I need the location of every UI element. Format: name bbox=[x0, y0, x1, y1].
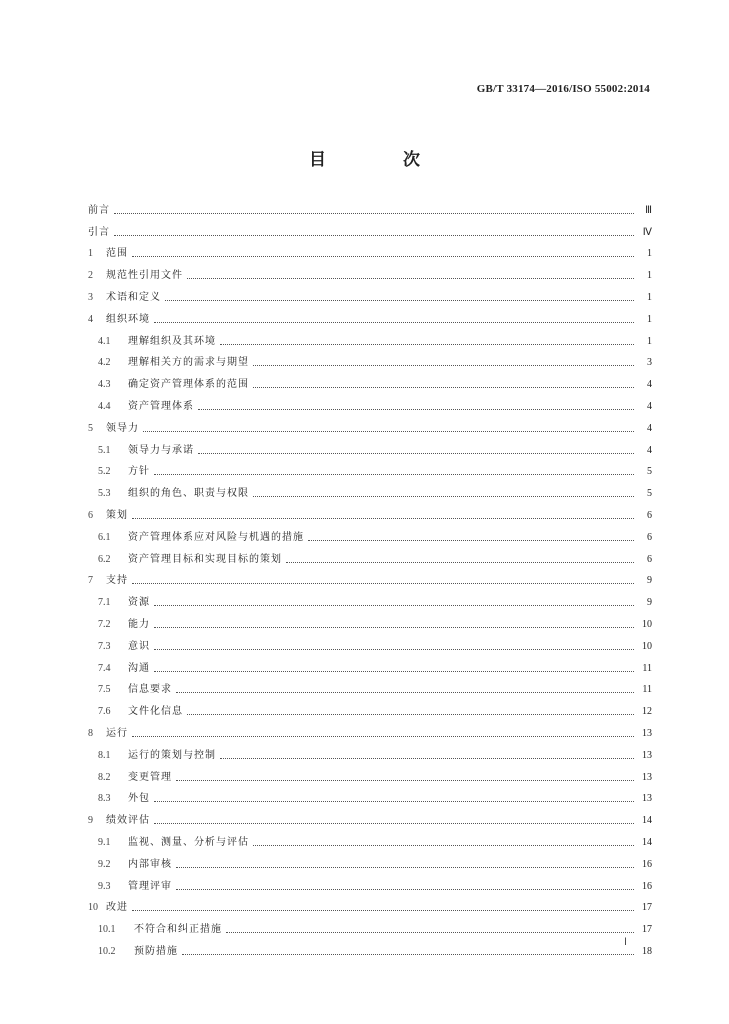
toc-entry-label: 变更管理 bbox=[128, 771, 172, 783]
dot-leader bbox=[253, 495, 634, 497]
toc-entry-page: 6 bbox=[647, 531, 652, 543]
toc-entry[interactable] bbox=[88, 309, 652, 331]
toc-entry-page: 14 bbox=[642, 837, 652, 848]
page-number: Ⅰ bbox=[624, 937, 627, 948]
toc-entry-page: 14 bbox=[642, 815, 652, 827]
toc-entry-number: 6.2 bbox=[98, 553, 111, 565]
toc-entry-page: 4 bbox=[647, 401, 652, 413]
toc-entry[interactable] bbox=[88, 614, 652, 636]
toc-entry-number: 3 bbox=[88, 292, 93, 304]
toc-entry[interactable] bbox=[88, 462, 652, 484]
toc-entry[interactable] bbox=[88, 440, 652, 462]
toc-entry[interactable] bbox=[88, 418, 652, 440]
toc-entry-page: 5 bbox=[647, 488, 652, 500]
toc-entry-page: Ⅲ bbox=[645, 204, 652, 216]
dot-leader bbox=[198, 452, 634, 454]
dot-leader bbox=[165, 299, 634, 301]
toc-entry-label: 前言 bbox=[88, 204, 110, 216]
dot-leader bbox=[154, 800, 634, 802]
dot-leader bbox=[154, 670, 634, 672]
toc-entry-label: 内部审核 bbox=[128, 858, 172, 870]
dot-leader bbox=[198, 408, 634, 410]
toc-entry[interactable] bbox=[88, 876, 652, 898]
dot-leader bbox=[154, 822, 634, 824]
toc-entry-page: 18 bbox=[642, 945, 652, 957]
toc-entry[interactable] bbox=[88, 222, 652, 244]
toc-entry-page: 11 bbox=[642, 662, 652, 674]
toc-entry-number: 2 bbox=[88, 270, 93, 282]
toc-entry-number: 9.2 bbox=[98, 858, 111, 870]
toc-entry[interactable] bbox=[88, 767, 652, 789]
dot-leader bbox=[220, 757, 634, 759]
toc-entry-page: 12 bbox=[642, 706, 652, 718]
toc-entry[interactable] bbox=[88, 745, 652, 767]
toc-entry[interactable] bbox=[88, 374, 652, 396]
toc-entry-label: 资产管理体系 bbox=[128, 401, 194, 413]
toc-entry-page: 3 bbox=[647, 357, 652, 369]
dot-leader bbox=[176, 779, 634, 781]
toc-entry-number: 6 bbox=[88, 510, 93, 522]
toc-entry-page: 6 bbox=[647, 553, 652, 565]
toc-entry[interactable] bbox=[88, 701, 652, 723]
toc-entry-label: 运行 bbox=[106, 728, 128, 740]
toc-entry-page: 9 bbox=[647, 575, 652, 587]
toc-entry[interactable] bbox=[88, 331, 652, 353]
dot-leader bbox=[132, 517, 634, 519]
toc-entry-number: 10 bbox=[88, 902, 98, 914]
toc-entry[interactable] bbox=[88, 789, 652, 811]
toc-entry-number: 1 bbox=[88, 248, 93, 260]
dot-leader bbox=[176, 691, 634, 693]
toc-entry-page: 4 bbox=[647, 379, 652, 391]
toc-entry-label: 资产管理体系应对风险与机遇的措施 bbox=[128, 531, 304, 543]
toc-entry-number: 9.3 bbox=[98, 880, 111, 892]
toc-entry-page: 11 bbox=[642, 684, 652, 696]
toc-entry-number: 8 bbox=[88, 728, 93, 740]
standard-code: GB/T 33174—2016/ISO 55002:2014 bbox=[476, 83, 650, 95]
dot-leader bbox=[143, 430, 634, 432]
toc-entry-label: 能力 bbox=[128, 619, 150, 631]
toc-entry-label: 预防措施 bbox=[134, 945, 178, 957]
toc-entry-number: 4.3 bbox=[98, 379, 111, 391]
toc-entry[interactable] bbox=[88, 549, 652, 571]
toc-entry-page: 13 bbox=[642, 728, 652, 740]
toc-entry-page: 10 bbox=[642, 619, 652, 631]
toc-entry-label: 支持 bbox=[106, 575, 128, 587]
toc-entry-number: 10.1 bbox=[98, 924, 116, 936]
toc-entry-page: 5 bbox=[647, 466, 652, 478]
toc-entry-label: 不符合和纠正措施 bbox=[134, 924, 222, 936]
toc-entry-number: 4.2 bbox=[98, 357, 111, 369]
toc-entry-label: 资产管理目标和实现目标的策划 bbox=[128, 553, 282, 565]
dot-leader bbox=[154, 626, 634, 628]
toc-entry[interactable] bbox=[88, 680, 652, 702]
toc-entry-number: 5 bbox=[88, 422, 93, 434]
toc-entry-label: 意识 bbox=[128, 640, 150, 652]
dot-leader bbox=[154, 648, 634, 650]
dot-leader bbox=[220, 343, 634, 345]
toc-entry[interactable] bbox=[88, 287, 652, 309]
toc-entry-page: Ⅳ bbox=[642, 226, 652, 238]
dot-leader bbox=[253, 386, 634, 388]
toc-entry-page: 16 bbox=[642, 858, 652, 870]
toc-entry-label: 外包 bbox=[128, 793, 150, 805]
toc-entry-page: 4 bbox=[647, 422, 652, 434]
toc-entry[interactable] bbox=[88, 483, 652, 505]
dot-leader bbox=[176, 866, 634, 868]
dot-leader bbox=[182, 953, 634, 955]
toc-entry[interactable] bbox=[88, 571, 652, 593]
toc-entry-page: 1 bbox=[647, 335, 652, 347]
dot-leader bbox=[132, 255, 634, 257]
toc-entry-number: 7.5 bbox=[98, 684, 111, 696]
toc-entry-label: 方针 bbox=[128, 466, 150, 478]
toc-entry-label: 沟通 bbox=[128, 662, 150, 674]
toc-entry[interactable] bbox=[88, 592, 652, 614]
toc-entry-label: 资源 bbox=[128, 597, 150, 609]
dot-leader bbox=[154, 604, 634, 606]
toc-entry-label: 绩效评估 bbox=[106, 815, 150, 827]
toc-entry[interactable] bbox=[88, 265, 652, 287]
toc-entry-page: 4 bbox=[647, 444, 652, 456]
toc-entry-number: 4.1 bbox=[98, 335, 111, 347]
toc-entry-label: 理解组织及其环境 bbox=[128, 335, 216, 347]
page-title: 目 次 bbox=[309, 150, 450, 170]
toc-entry-label: 组织环境 bbox=[106, 313, 150, 325]
dot-leader bbox=[253, 844, 634, 846]
toc-entry-label: 文件化信息 bbox=[128, 706, 183, 718]
toc-entry-number: 5.2 bbox=[98, 466, 111, 478]
dot-leader bbox=[114, 212, 634, 214]
toc-entry-page: 17 bbox=[642, 924, 652, 936]
toc-entry-number: 8.3 bbox=[98, 793, 111, 805]
toc-entry[interactable] bbox=[88, 353, 652, 375]
toc-entry-label: 术语和定义 bbox=[106, 292, 161, 304]
toc-entry[interactable] bbox=[88, 832, 652, 854]
toc-entry-page: 13 bbox=[642, 793, 652, 805]
dot-leader bbox=[132, 909, 634, 911]
toc-entry-page: 16 bbox=[642, 880, 652, 892]
toc-entry-number: 5.1 bbox=[98, 444, 111, 456]
dot-leader bbox=[187, 713, 634, 715]
toc-entry[interactable] bbox=[88, 200, 652, 222]
toc-entry-page: 13 bbox=[642, 771, 652, 783]
toc-entry[interactable] bbox=[88, 941, 652, 963]
dot-leader bbox=[253, 364, 634, 366]
dot-leader bbox=[176, 888, 634, 890]
toc-entry-number: 9 bbox=[88, 815, 93, 827]
toc-entry-label: 引言 bbox=[88, 226, 110, 238]
toc-entry-page: 1 bbox=[647, 292, 652, 304]
toc-entry-label: 组织的角色、职责与权限 bbox=[128, 488, 249, 500]
toc-entry-page: 17 bbox=[642, 902, 652, 914]
toc-entry[interactable] bbox=[88, 396, 652, 418]
toc-entry[interactable] bbox=[88, 658, 652, 680]
toc-entry-number: 7.2 bbox=[98, 619, 111, 631]
toc-entry-label: 确定资产管理体系的范围 bbox=[128, 379, 249, 391]
dot-leader bbox=[154, 473, 634, 475]
toc-entry[interactable] bbox=[88, 723, 652, 745]
toc-entry-label: 策划 bbox=[106, 510, 128, 522]
toc-entry-page: 10 bbox=[642, 640, 652, 652]
toc-entry[interactable] bbox=[88, 898, 652, 920]
toc-entry-number: 7.1 bbox=[98, 597, 111, 609]
dot-leader bbox=[132, 582, 634, 584]
toc-entry[interactable] bbox=[88, 527, 652, 549]
toc-entry-label: 领导力与承诺 bbox=[128, 444, 194, 456]
toc-entry-number: 8.1 bbox=[98, 749, 111, 761]
toc-entry-number: 5.3 bbox=[98, 488, 111, 500]
toc-entry-label: 范围 bbox=[106, 248, 128, 260]
toc-entry-number: 9.1 bbox=[98, 837, 111, 848]
toc-entry-page: 9 bbox=[647, 597, 652, 609]
toc-entry-number: 6.1 bbox=[98, 531, 111, 543]
toc-entry-number: 4.4 bbox=[98, 401, 111, 413]
toc-entry-number: 7.3 bbox=[98, 640, 111, 652]
toc-entry-page: 6 bbox=[647, 510, 652, 522]
toc-entry-page: 1 bbox=[647, 248, 652, 260]
toc-entry[interactable] bbox=[88, 244, 652, 266]
toc-entry-number: 7.6 bbox=[98, 706, 111, 718]
dot-leader bbox=[114, 234, 634, 236]
dot-leader bbox=[226, 931, 634, 933]
dot-leader bbox=[187, 277, 634, 279]
toc-entry-label: 规范性引用文件 bbox=[106, 270, 183, 282]
toc-entry-label: 领导力 bbox=[106, 422, 139, 434]
toc-entry-page: 1 bbox=[647, 270, 652, 282]
dot-leader bbox=[308, 539, 634, 541]
toc-entry-number: 4 bbox=[88, 313, 93, 325]
toc-entry[interactable] bbox=[88, 854, 652, 876]
toc-entry[interactable] bbox=[88, 919, 652, 941]
toc-entry-page: 1 bbox=[647, 313, 652, 325]
toc-entry[interactable] bbox=[88, 505, 652, 527]
dot-leader bbox=[132, 735, 634, 737]
toc-entry[interactable] bbox=[88, 636, 652, 658]
toc-entry-label: 管理评审 bbox=[128, 880, 172, 892]
toc-entry-number: 7.4 bbox=[98, 662, 111, 674]
toc-entry-label: 监视、测量、分析与评估 bbox=[128, 837, 249, 848]
dot-leader bbox=[154, 321, 634, 323]
toc-entry-page: 13 bbox=[642, 749, 652, 761]
toc-entry-number: 10.2 bbox=[98, 945, 116, 957]
toc-entry[interactable] bbox=[88, 810, 652, 832]
toc-entry-number: 8.2 bbox=[98, 771, 111, 783]
toc-entry-label: 理解相关方的需求与期望 bbox=[128, 357, 249, 369]
toc-entry-label: 改进 bbox=[106, 902, 128, 914]
toc-entry-label: 信息要求 bbox=[128, 684, 172, 696]
toc-entry-label: 运行的策划与控制 bbox=[128, 749, 216, 761]
table-of-contents bbox=[88, 200, 652, 963]
dot-leader bbox=[286, 561, 634, 563]
toc-entry-number: 7 bbox=[88, 575, 93, 587]
